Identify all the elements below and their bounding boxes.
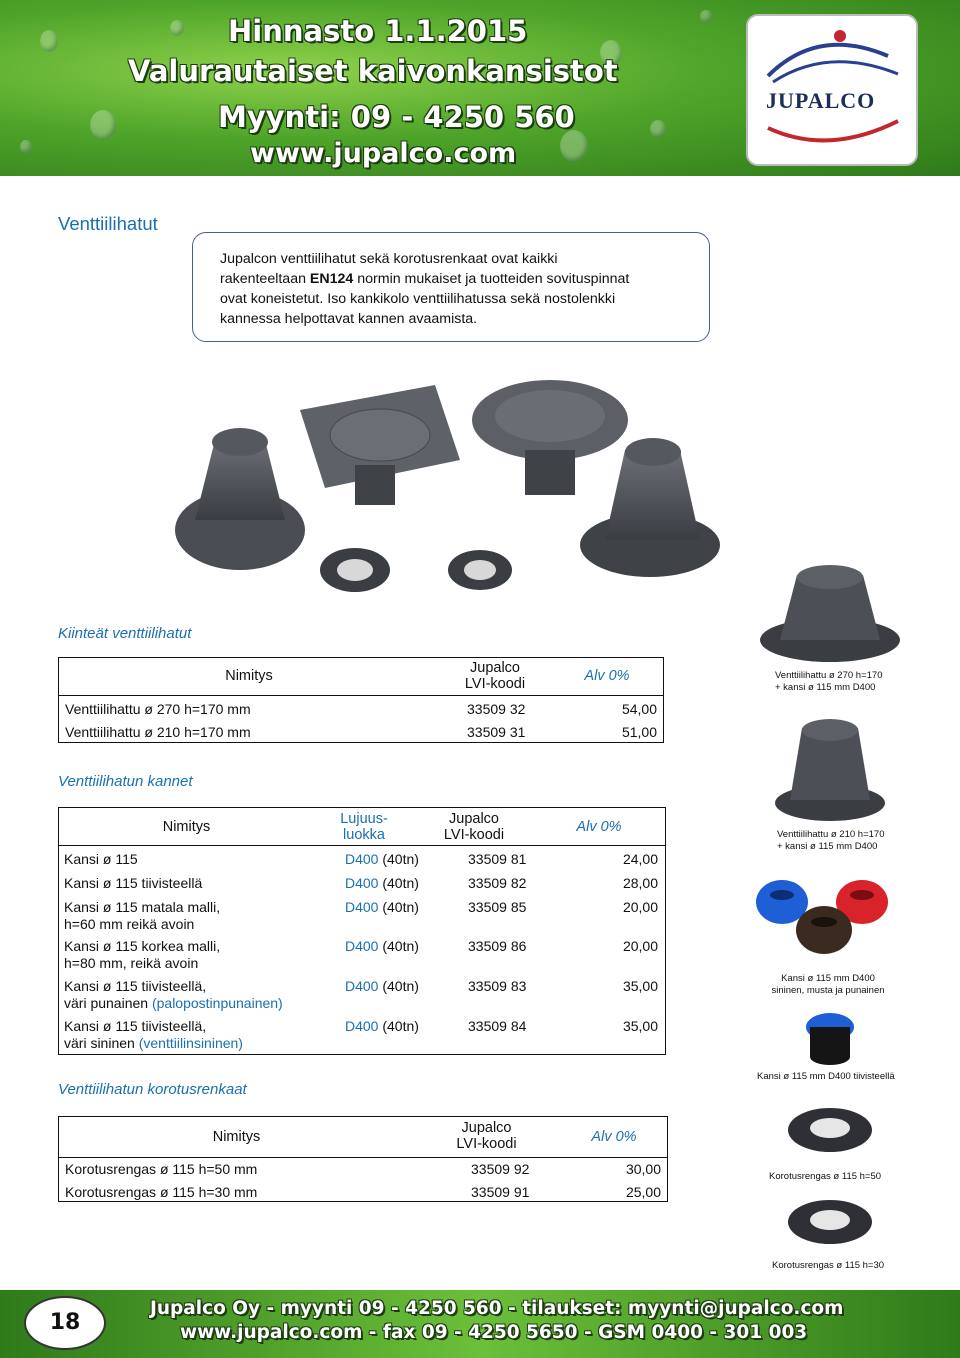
table-header-divider [59,695,663,696]
banner-phone: Myynti: 09 - 4250 560 [218,100,575,134]
water-drop [650,120,666,138]
section-title-rings: Venttiilihatun korotusrenkaat [58,1081,247,1098]
intro-line: Jupalcon venttiilihatut sekä korotusrenkaat ovat kaikki [220,251,558,267]
caption-hat-270: Venttiilihattu ø 270 h=170 + kansi ø 115 mm D400 [775,670,883,693]
row-price: 20,00 [622,899,658,915]
caption-hat-210: Venttiilihattu ø 210 h=170 + kansi ø 115 mm D400 [777,829,885,852]
row-color-note: (palopostinpunainen) [151,995,283,1011]
covers-colored-photo [752,870,892,965]
ring-50-photo [780,1100,880,1160]
row-name: Korotusrengas ø 115 h=50 mm [65,1161,258,1177]
row-color-note: (venttiilinsininen) [138,1035,243,1051]
row-code: 33509 32 [467,701,526,717]
row-name: Venttiilihattu ø 210 h=170 mm [65,724,251,740]
table-fixed-hats [58,657,664,743]
header-class: Lujuus- luokka [340,811,388,843]
caption-covers-colored: Kansi ø 115 mm D400 sininen, musta ja punainen [771,973,885,996]
hat-270-photo [755,555,905,665]
header-code: Jupalco LVI-koodi [464,660,526,692]
row-name-line2: väri sininen (venttiilinsininen) [64,1035,243,1051]
page-title: Venttiilihatut [58,213,158,234]
row-code: 33509 31 [467,724,526,740]
row-code: 33509 91 [471,1184,530,1200]
water-drop [90,110,116,140]
row-code: 33509 85 [468,899,527,915]
intro-line: kannessa helpottavat kannen avaamista. [220,311,478,327]
header-banner [0,0,960,176]
jupalco-logo [746,14,918,166]
standard-label: EN124 [309,271,354,287]
row-price: 54,00 [621,701,657,717]
banner-website: www.jupalco.com [250,138,517,169]
row-class: D400 (40tn) [345,875,419,891]
header-price: Alv 0% [576,819,622,835]
header-price: Alv 0% [584,668,630,684]
header-code: Jupalco LVI-koodi [456,1120,517,1152]
page-number: 18 [24,1296,106,1350]
row-name: Kansi ø 115 tiivisteellä, [64,978,207,994]
intro-line: ovat koneistetut. Iso kankikolo venttiilihatussa sekä nostolenkki [220,291,616,307]
water-drop [560,130,588,162]
row-name-line2: h=80 mm, reikä avoin [64,955,199,971]
ring-30-photo [780,1190,880,1252]
water-drop [170,20,184,36]
banner-subtitle: Valurautaiset kaivonkansistot [128,54,618,88]
table-header-divider [59,845,665,846]
row-code: 33509 81 [468,851,527,867]
water-drop [20,140,32,154]
row-price: 20,00 [622,938,658,954]
row-price: 35,00 [622,978,658,994]
row-name: Kansi ø 115 matala malli, [64,899,221,915]
row-code: 33509 83 [468,978,527,994]
water-drop [700,10,712,23]
row-name: Kansi ø 115 [64,851,138,867]
caption-ring-30: Korotusrengas ø 115 h=30 [772,1260,885,1271]
row-class: D400 (40tn) [345,899,419,915]
row-price: 24,00 [622,851,658,867]
logo-text: JUPALCO [766,88,876,113]
row-name-line2: väri punainen (palopostinpunainen) [64,995,283,1011]
water-drop [40,30,58,52]
row-name-line2: h=60 mm reikä avoin [64,916,195,932]
footer-contact-2: www.jupalco.com - fax 09 - 4250 5650 - GSM 0400 - 301 003 [180,1322,808,1343]
row-class: D400 (40tn) [345,1018,419,1034]
header-name: Nimitys [225,668,273,684]
intro-box [192,232,710,342]
product-group-photo [170,370,730,610]
row-name: Kansi ø 115 tiivisteellä [64,875,203,891]
row-class: D400 (40tn) [345,938,419,954]
caption-ring-50: Korotusrengas ø 115 h=50 [769,1171,882,1182]
hat-210-photo [770,708,890,823]
row-price: 28,00 [622,875,658,891]
intro-line: rakenteeltaan EN124 normin mukaiset ja tuotteiden sovituspinnat [220,271,630,287]
header-name: Nimitys [162,819,211,835]
row-name: Kansi ø 115 tiivisteellä, [64,1018,207,1034]
row-code: 33509 92 [471,1161,530,1177]
header-price: Alv 0% [591,1129,637,1145]
cover-seal-photo [800,1005,860,1067]
row-price: 35,00 [622,1018,658,1034]
row-price: 30,00 [625,1161,661,1177]
header-name: Nimitys [212,1129,261,1145]
row-class: D400 (40tn) [345,978,419,994]
table-rings [58,1116,668,1202]
header-code: Jupalco LVI-koodi [443,811,505,843]
section-title-covers: Venttiilihatun kannet [58,773,193,790]
row-class: D400 (40tn) [345,851,419,867]
row-name: Korotusrengas ø 115 h=30 mm [65,1184,258,1200]
row-name: Kansi ø 115 korkea malli, [64,938,221,954]
caption-cover-seal: Kansi ø 115 mm D400 tiivisteellä [757,1071,895,1082]
section-title-fixed-hats: Kiinteät venttiilihatut [58,625,192,642]
row-code: 33509 82 [468,875,527,891]
row-price: 25,00 [625,1184,661,1200]
row-code: 33509 84 [468,1018,527,1034]
row-name: Venttiilihattu ø 270 h=170 mm [65,701,251,717]
footer-contact: Jupalco Oy - myynti 09 - 4250 560 - tilaukset: myynti@jupalco.com [150,1298,844,1319]
table-header-divider [59,1157,667,1158]
banner-title: Hinnasto 1.1.2015 [228,14,528,48]
row-price: 51,00 [621,724,657,740]
row-code: 33509 86 [468,938,527,954]
